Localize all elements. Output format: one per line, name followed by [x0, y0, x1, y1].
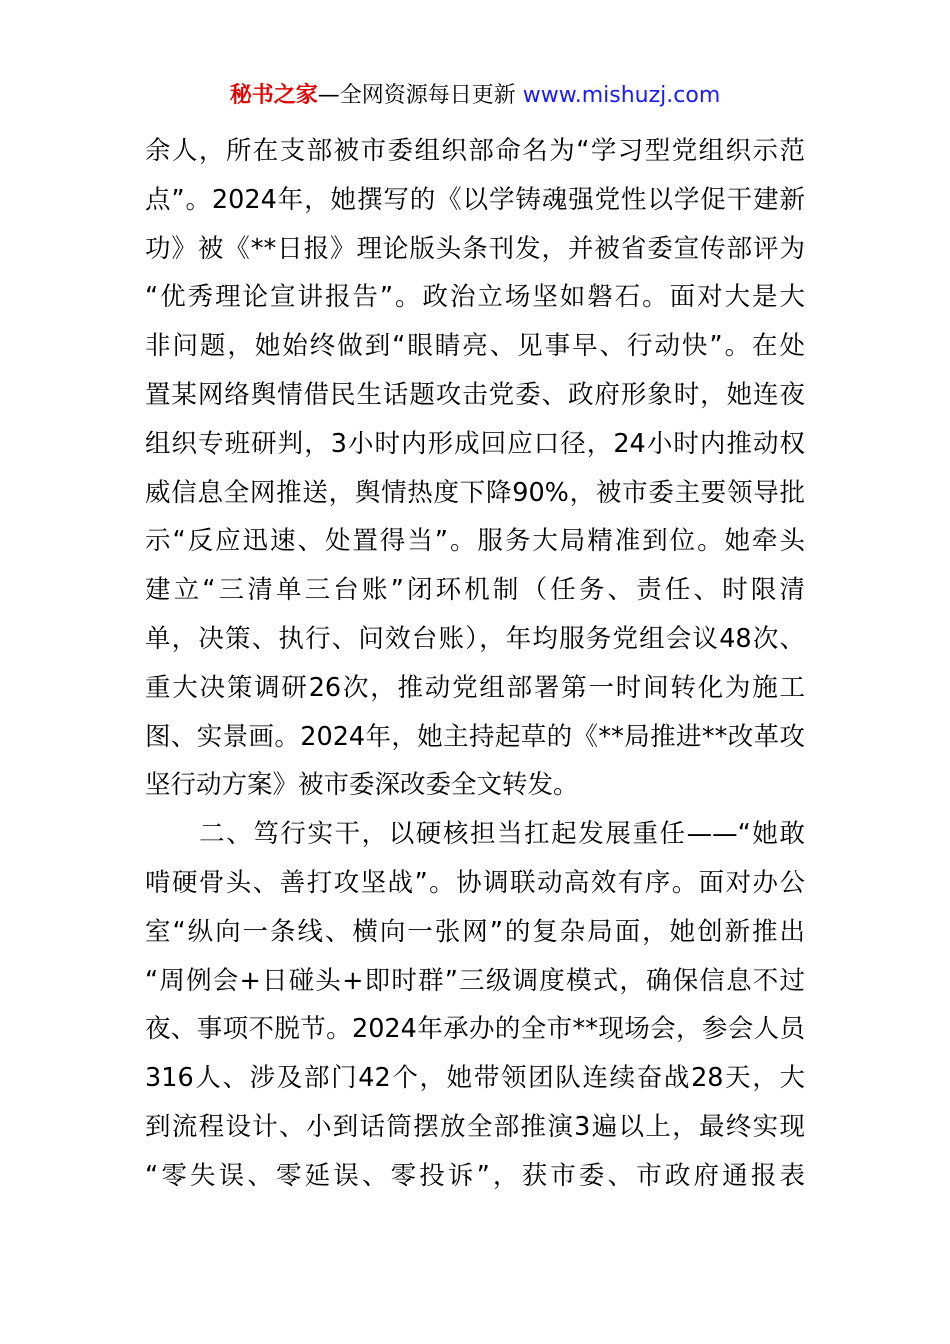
text-line: 啃硬骨头、善打攻坚战”。协调联动高效有序。面对办公	[145, 867, 805, 898]
text-line: 重大决策调研26次，推动党组部署第一时间转化为施工	[145, 672, 805, 703]
text-line: 到流程设计、小到话筒摆放全部推演3遍以上，最终实现	[145, 1111, 805, 1142]
text-line: 单，决策、执行、问效台账），年均服务党组会议48次、	[145, 623, 805, 654]
text-line: 置某网络舆情借民生话题攻击党委、政府形象时，她连夜	[145, 379, 805, 410]
header-tagline: —全网资源每日更新	[317, 83, 523, 108]
text-line: 图、实景画。2024年，她主持起草的《**局推进**改革攻	[145, 721, 805, 752]
brand-name: 秘书之家	[229, 83, 318, 108]
text-line: 功》被《**日报》理论版头条刊发，并被省委宣传部评为	[145, 233, 805, 264]
text-line: 组织专班研判，3小时内形成回应口径，24小时内推动权	[145, 428, 805, 459]
text-line: 建立“三清单三台账”闭环机制（任务、责任、时限清	[145, 575, 805, 606]
document-header	[0, 80, 950, 112]
text-line: “周例会+日碰头+即时群”三级调度模式，确保信息不过	[145, 965, 805, 996]
document-body	[145, 127, 805, 1201]
text-line: 非问题，她始终做到“眼睛亮、见事早、行动快”。在处	[145, 331, 805, 362]
text-line: 316人、涉及部门42个，她带领团队连续奋战28天，大	[145, 1063, 805, 1094]
text-line: 威信息全网推送，舆情热度下降90%，被市委主要领导批	[145, 477, 805, 508]
text-line: “零失误、零延误、零投诉”，获市委、市政府通报表	[145, 1160, 805, 1191]
paragraph-end-line: 坚行动方案》被市委深改委全文转发。	[145, 770, 579, 801]
text-line: “优秀理论宣讲报告”。政治立场坚如磐石。面对大是大	[145, 282, 805, 313]
section-heading-line: 二、笃行实干，以硬核担当扛起发展重任——“她敢	[145, 819, 805, 850]
website-link[interactable]: www.mishuzj.com	[522, 83, 721, 108]
text-line: 示“反应迅速、处置得当”。服务大局精准到位。她牵头	[145, 526, 805, 557]
text-line: 点”。2024年，她撰写的《以学铸魂强党性以学促干建新	[145, 184, 805, 215]
text-line: 余人，所在支部被市委组织部命名为“学习型党组织示范	[145, 136, 805, 166]
text-line: 夜、事项不脱节。2024年承办的全市**现场会，参会人员	[145, 1014, 805, 1045]
text-line: 室“纵向一条线、横向一张网”的复杂局面，她创新推出	[145, 916, 805, 947]
